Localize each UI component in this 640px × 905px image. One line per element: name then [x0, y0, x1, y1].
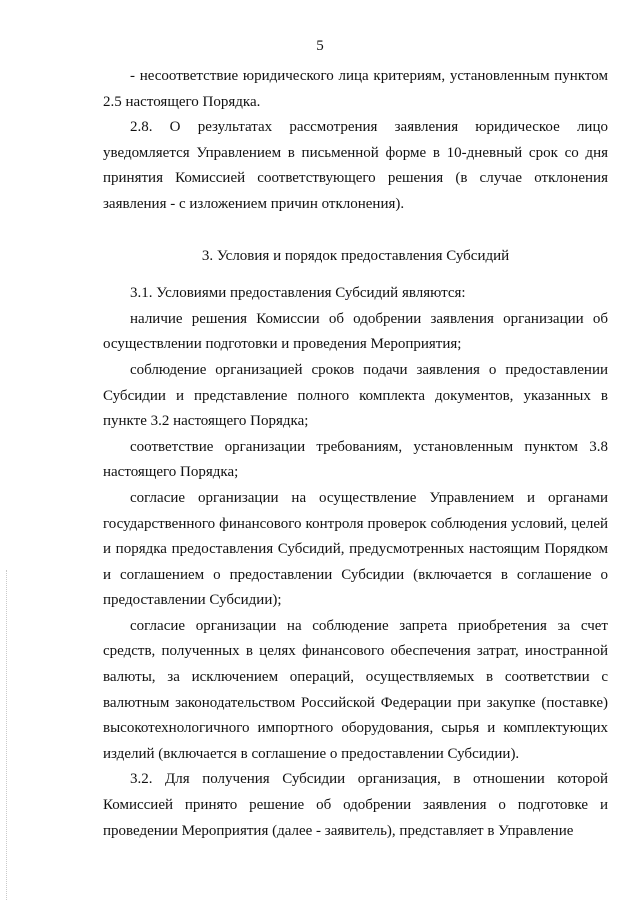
paragraph-requirements: соответствие организации требованиям, установленным пунктом 3.8 настоящего Порядка;: [103, 438, 608, 481]
spacer: [103, 269, 608, 281]
paragraph-3-1: 3.1. Условиями предоставления Субсидий являются:: [130, 285, 466, 302]
section-heading: 3. Условия и порядок предоставления Субсидий: [201, 247, 510, 264]
spacer: [103, 218, 608, 244]
document-body: [103, 64, 608, 844]
paragraph-criteria-mismatch: - несоответствие юридического лица критериям, установленным пунктом 2.5 настоящего Порядка.: [103, 68, 608, 110]
paragraph-audit-consent: согласие организации на осуществление Управлением и органами государственного финансового контроля проверок соблюдения условий, целей и порядка предоставления Субсидий, предусмотренных настоящим Порядком и соглашением о предоставлении Субсидии (включается в соглашение о предоставлении Субсидии);: [103, 489, 608, 609]
page-number: 5: [316, 38, 324, 54]
paragraph-commission-decision: наличие решения Комиссии об одобрении заявления организации об осуществлении подготовки и проведения Мероприятия;: [103, 310, 608, 353]
paragraph-3-2: 3.2. Для получения Субсидии организация, в отношении которой Комиссией принято решение об одобрении заявления о подготовке и проведении Мероприятия (далее - заявитель), представляет в Управление: [103, 771, 608, 839]
scan-margin-artifact: [6, 570, 9, 900]
paragraph-deadlines: соблюдение организацией сроков подачи заявления о предоставлении Субсидии и представление полного комплекта документов, указанных в пункте 3.2 настоящего Порядка;: [103, 361, 608, 430]
paragraph-2-8: 2.8. О результатах рассмотрения заявления юридическое лицо уведомляется Управлением в письменной форме в 10-дневный срок со дня принятия Комиссией соответствующего решения (в случае отклонения заявления - с изложением причин отклонения).: [103, 119, 608, 212]
paragraph-currency-ban: согласие организации на соблюдение запрета приобретения за счет средств, полученных в целях финансового обеспечения затрат, иностранной валюты, за исключением операций, осуществляемых в соответствии с валютным законодательством Российской Федерации при закупке (поставке) высокотехнологичного импортного оборудования, сырья и комплектующих изделий (включается в соглашение о предоставлении Субсидии).: [103, 617, 608, 762]
